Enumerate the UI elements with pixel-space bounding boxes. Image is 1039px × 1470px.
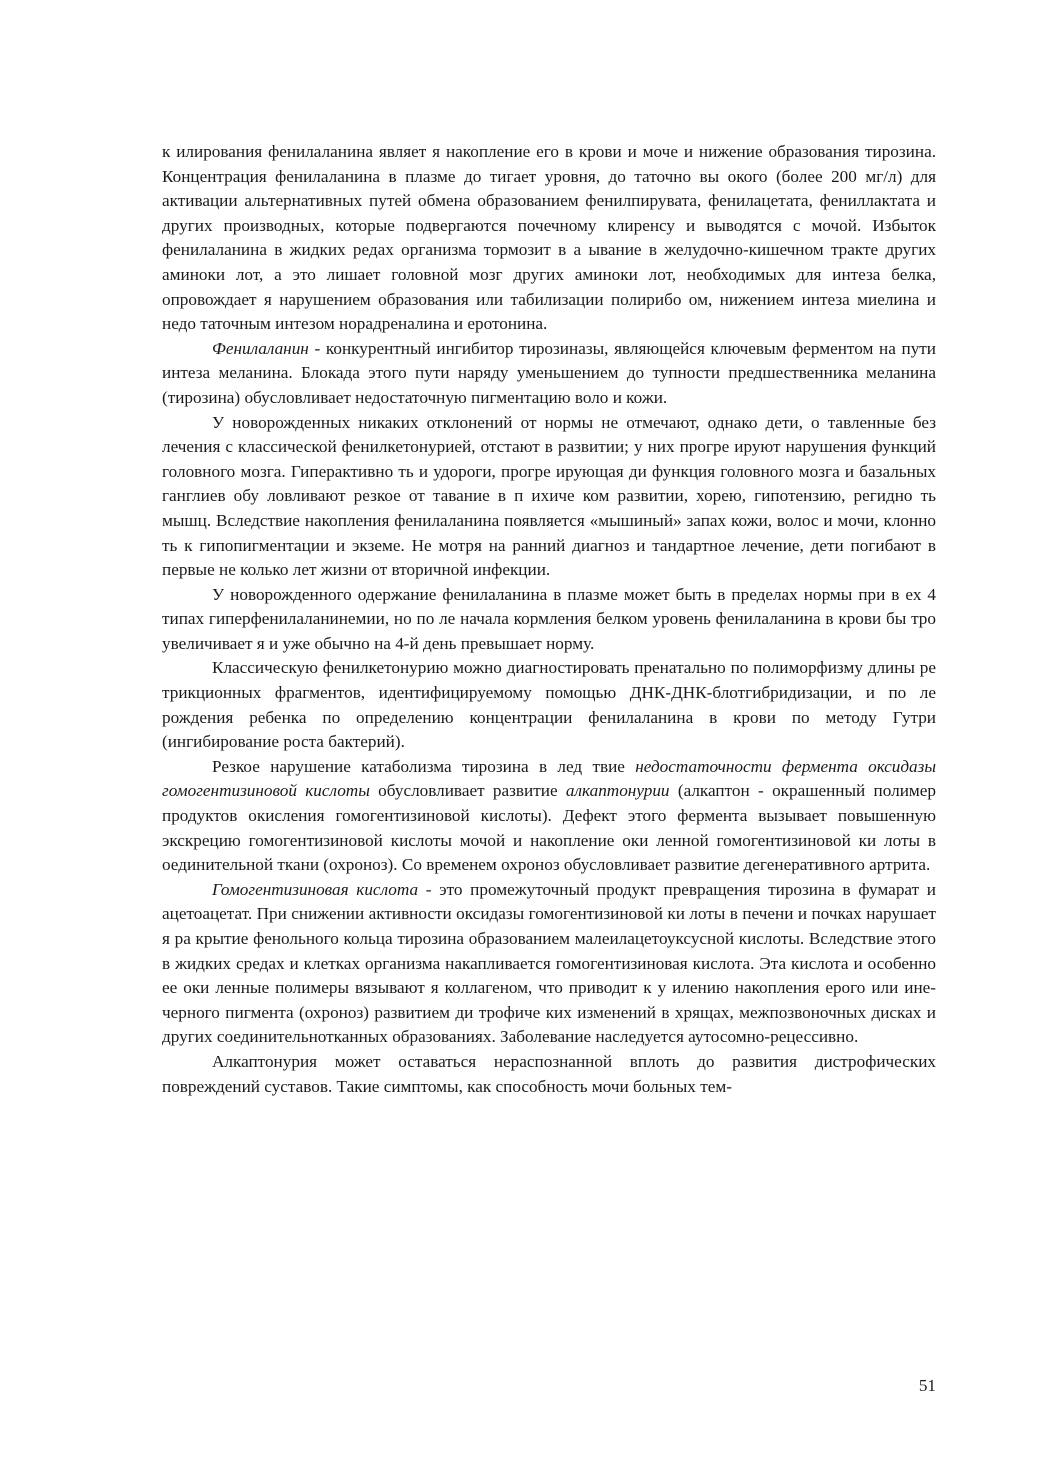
paragraph — [162, 337, 936, 411]
page-body — [162, 140, 936, 1099]
paragraph-text: (алкаптон - окрашенный полимер продуктов окисления гомогентизиновой кислоты). Дефект этого фермента вызывает повышенную экскрецию гомогентизиновой кислоты мочой и накопление оки ленной гомогентизиновой ки лоты в оединительной ткани (охроноз). Со временем охроноз обусловливает развитие дегенеративного артрита. — [162, 781, 937, 875]
paragraph-text: - конкурентный ингибитор тирозиназы, являющейся ключевым ферментом на пути интеза меланина. Блокада этого пути наряду уменьшением до тупности предшественника меланина (тирозина) обусловливает недостаточную пигментацию воло и кожи. — [162, 338, 936, 407]
paragraph — [162, 755, 936, 878]
paragraph — [162, 1050, 936, 1099]
paragraph-text: - это промежуточный продукт превращения тирозина в фумарат и ацетоацетат. При снижении активности оксидазы гомогентизиновой ки лоты в печени и почках нарушает я ра крытие фенольного кольца тирозина образованием малеилацетоуксусной кислоты. Вследствие этого в жидких средах и клетках организма накапливается гомогентизиновая кислота. Эта кислота и особенно ее оки ленные полимеры вязывают я коллагеном, что приводит к у илению накопления ерого или ине-черного пигмента (охроноз) развитием ди трофиче ких изменений в хрящах, межпозвоночных дисках и других соединительнотканных образованиях. Заболевание наследуется аутосомно-рецессивно. — [162, 879, 937, 1047]
paragraph — [162, 656, 936, 754]
paragraph — [162, 878, 936, 1050]
italic-term: алкаптонурии — [565, 781, 670, 801]
paragraph-text: У новорожденного одержание фенилаланина в плазме может быть в пределах нормы при в ех 4 типах гиперфенилаланинемии, но по ле начала кормления белком уровень фенилаланина в крови бы тро увеличивает я и уже обычно на 4-й день превышает норму. — [162, 584, 936, 653]
paragraph-text: Резкое нарушение катаболизма тирозина в лед твие — [212, 756, 636, 776]
paragraph-text: обусловливает развитие — [369, 781, 566, 801]
paragraph — [162, 140, 936, 337]
italic-term: недостаточности фермента оксидазы гомогентизиновой кислоты — [162, 756, 936, 801]
paragraph-text: У новорожденных никаких отклонений от нормы не отмечают, однако дети, о тавленные без лечения с классической фенилкетонурией, отстают в развитии; у них прогре ируют нарушения функций головного мозга. Гиперактивно ть и удороги, прогре ирующая ди функция головного мозга и базальных ганглиев обу ловливают резкое от тавание в п ихиче ком развитии, хорею, гипотензию, регидно ть мышц. Вследствие накопления фенилаланина появляется «мышиный» запах кожи, волос и мочи, клонно ть к гипопигментации и экземе. Не мотря на ранний диагноз и тандартное лечение, дети погибают в первые не колько лет жизни от вторичной инфекции. — [162, 412, 936, 580]
paragraph-text: к илирования фенилаланина являет я накопление его в крови и моче и нижение образования тирозина. Концентрация фенилаланина в плазме до тигает уровня, до таточно вы окого (более 200 мг/л) для активации альтернативных путей обмена образованием фенилпирувата, фенилацетата, фениллактата и других производных, которые подвергаются почечному клиренсу и выводятся с мочой. Избыток фенилаланина в жидких редах организма тормозит в а ывание в желудочно-кишечном тракте других аминоки лот, а это лишает головной мозг других аминоки лот, необходимых для интеза белка, опровождает я нарушением образования или табилизации полирибо ом, нижением интеза миелина и недо таточным интезом норадреналина и еротонина. — [162, 142, 936, 334]
italic-term: Гомогентизиновая кислота — [212, 879, 419, 899]
paragraph-text: Алкаптонурия может оставаться нераспознанной вплоть до развития дистрофических повреждений суставов. Такие симптомы, как способность мочи больных тем- — [162, 1051, 936, 1096]
paragraph — [162, 583, 936, 657]
page-number: 51 — [918, 1376, 936, 1395]
paragraph — [162, 411, 936, 583]
italic-term: Фенилаланин — [212, 338, 309, 358]
paragraph-text: Классическую фенилкетонурию можно диагностировать пренатально по полиморфизму длины ре трикционных фрагментов, идентифицируемому помощью ДНК-ДНК-блотгибридизации, и по ле рождения ребенка по определению концентрации фенилаланина в крови по методу Гутри (ингибирование роста бактерий). — [162, 658, 936, 752]
